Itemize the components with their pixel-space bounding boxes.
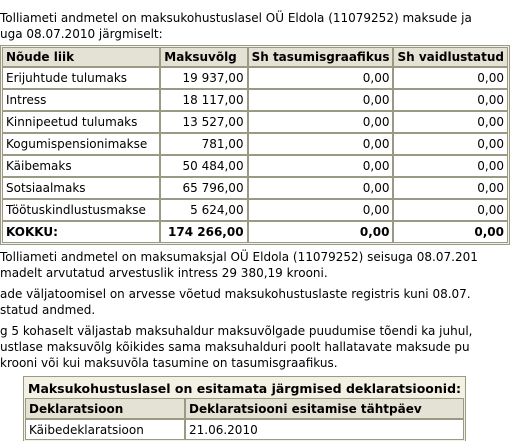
claim-type-cell: Intress — [2, 89, 160, 111]
intro-line-2: uga 08.07.2010 järgmiselt: — [0, 27, 163, 41]
declarations-caption: Maksukohustuslasel on esitamata järgmised deklaratsioonid: — [25, 378, 464, 398]
disputed-cell: 0,00 — [393, 177, 508, 199]
disputed-cell: 0,00 — [393, 67, 508, 89]
registry-paragraph — [0, 286, 510, 318]
claim-type-cell: Sotsiaalmaks — [2, 177, 160, 199]
tax-debt-cell: 19 937,00 — [160, 67, 247, 89]
disputed-cell: 0,00 — [393, 199, 508, 221]
registry-line-1: ade väljatoomisel on arvesse võetud maksukohustuslaste registris kuni 08.07. — [0, 287, 471, 301]
interest-paragraph — [0, 249, 510, 281]
disputed-cell: 0,00 — [393, 89, 508, 111]
tax-debt-cell: 50 484,00 — [160, 155, 247, 177]
total-label-cell: KOKKU: — [2, 221, 160, 243]
table-row — [2, 89, 508, 111]
in-schedule-cell: 0,00 — [248, 67, 394, 89]
claim-type-cell: Töötuskindlustusmakse — [2, 199, 160, 221]
table-header-row — [2, 47, 508, 67]
claim-type-cell: Erijuhtude tulumaks — [2, 67, 160, 89]
tax-debt-table — [0, 45, 510, 245]
claim-type-cell: Kogumispensionimakse — [2, 133, 160, 155]
claim-type-cell: Kinnipeetud tulumaks — [2, 111, 160, 133]
header-in-schedule: Sh tasumisgraafikus — [248, 47, 394, 67]
table-row — [2, 199, 508, 221]
header-declaration: Deklaratsioon — [25, 398, 185, 419]
in-schedule-cell: 0,00 — [248, 177, 394, 199]
table-row — [2, 155, 508, 177]
claim-type-cell: Käibemaks — [2, 155, 160, 177]
tax-debt-cell: 5 624,00 — [160, 199, 247, 221]
interest-line-2: madelt arvutatud arvestuslik intress 29 380,19 krooni. — [0, 266, 328, 280]
certificate-line-3: krooni või kui maksuvõla tasumine on tasumisgraafikus. — [0, 356, 338, 370]
interest-line-1: Tolliameti andmetel on maksumaksjal OÜ Eldola (11079252) seisuga 08.07.201 — [0, 250, 478, 264]
tax-debt-cell: 18 117,00 — [160, 89, 247, 111]
table-row — [2, 177, 508, 199]
header-claim-type: Nõude liik — [2, 47, 160, 67]
disputed-cell: 0,00 — [393, 155, 508, 177]
disputed-cell: 0,00 — [393, 133, 508, 155]
in-schedule-cell: 0,00 — [248, 199, 394, 221]
registry-line-2: statud andmed. — [0, 303, 96, 317]
in-schedule-cell: 0,00 — [248, 133, 394, 155]
certificate-line-2: ustlase maksuvõlg kõikides sama maksuhalduri poolt hallatavate maksude pu — [0, 340, 470, 354]
table-row — [2, 111, 508, 133]
disputed-cell: 0,00 — [393, 111, 508, 133]
total-debt-cell: 174 266,00 — [160, 221, 247, 243]
tax-debt-cell: 65 796,00 — [160, 177, 247, 199]
in-schedule-cell: 0,00 — [248, 89, 394, 111]
declaration-cell: Käibedeklaratsioon — [25, 419, 185, 440]
tax-debt-cell: 781,00 — [160, 133, 247, 155]
header-tax-debt: Maksuvõlg — [160, 47, 247, 67]
tax-debt-cell: 13 527,00 — [160, 111, 247, 133]
intro-paragraph — [0, 10, 510, 42]
header-disputed: Sh vaidlustatud — [393, 47, 508, 67]
header-deadline: Deklaratsiooni esitamise tähtpäev — [185, 398, 464, 419]
deadline-cell: 21.06.2010 — [185, 419, 464, 440]
in-schedule-cell: 0,00 — [248, 155, 394, 177]
declarations-header-row — [25, 398, 464, 419]
certificate-line-1: g 5 kohaselt väljastab maksuhaldur maksuvõlgade puudumise tõendi ka juhul, — [0, 324, 473, 338]
declarations-caption-row — [25, 378, 464, 398]
intro-line-1: Tolliameti andmetel on maksukohustuslasel OÜ Eldola (11079252) maksude ja — [0, 11, 472, 25]
table-total-row — [2, 221, 508, 243]
in-schedule-cell: 0,00 — [248, 111, 394, 133]
total-in-schedule-cell: 0,00 — [248, 221, 394, 243]
declarations-table — [23, 376, 466, 441]
table-row — [2, 133, 508, 155]
table-row — [25, 419, 464, 440]
total-disputed-cell: 0,00 — [393, 221, 508, 243]
certificate-paragraph — [0, 323, 510, 371]
table-row — [2, 67, 508, 89]
